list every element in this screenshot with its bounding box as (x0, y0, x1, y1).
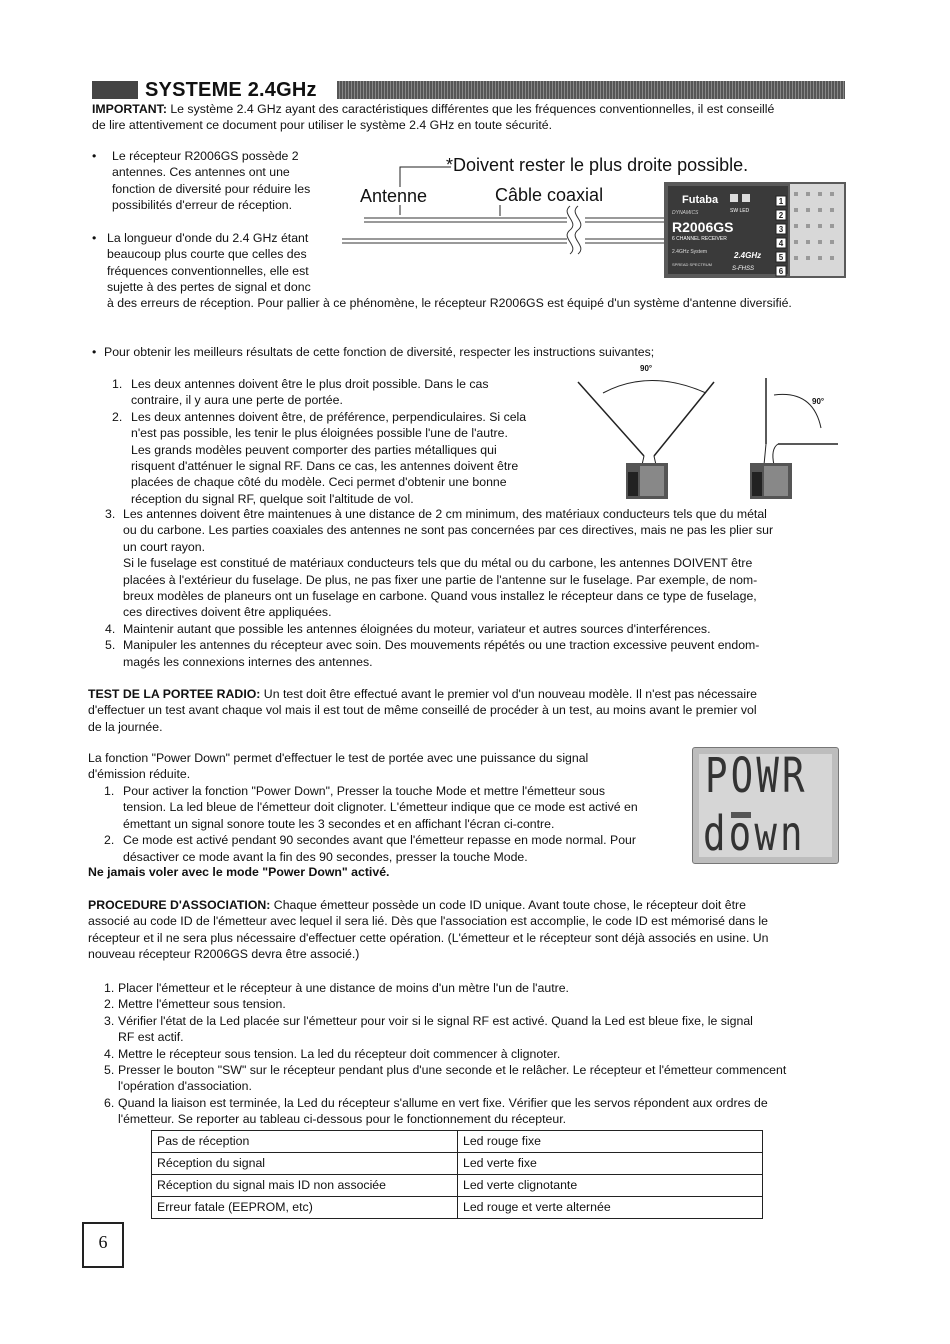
important-text-2: de lire attentivement ce document pour utiliser le système 2.4 GHz en toute sécurité. (92, 118, 552, 133)
angle-label-2: 90° (812, 397, 825, 406)
antenna-cables (342, 206, 665, 254)
list-line: tension. La led bleue de l'émetteur doit clignoter. L'émetteur indique que ce mode est activé en (123, 800, 638, 815)
association-line: associé au code ID de l'émetteur avec lequel il sera lié. Dès que l'association est accomplie, le code ID est mémorisé dans le (88, 914, 768, 929)
table-row (152, 1175, 763, 1197)
receiver-body (664, 182, 846, 278)
rx-channel-5: 5 (778, 253, 784, 262)
list-line: breux modèles de planeurs ont un fuselage en carbone. Quand vous installez le récepteur dans ce type de fuselage, (123, 589, 757, 604)
association-line: nouveau récepteur R2006GS devra être associé.) (88, 947, 360, 962)
rx-channel-1: 1 (778, 197, 784, 206)
list-line: Quand la liaison est terminée, la Led du récepteur s'allume en vert fixe. Vérifier que les servos répondent aux ordres de (118, 1095, 768, 1110)
list-line: ces directives doivent être appliquées. (123, 605, 332, 620)
bullet-diversity-instructions (92, 344, 852, 360)
bullet-line: possibilités d'erreur de réception. (112, 198, 293, 213)
list-line: émettant un signal sonore toute les 3 secondes et en affichant l'écran ci-contre. (123, 816, 555, 831)
bullet-dot: • (92, 231, 97, 245)
list-line: Les grands modèles peuvent comporter des parties métalliques qui (131, 442, 497, 457)
list-line: ou du carbone. Les parties coaxiales des antennes ne sont pas concernées par ces directives, mais ne pas les plier sur (123, 523, 774, 538)
list-item (104, 980, 839, 996)
list-line: placées à l'extérieur du fuselage. De plus, ne pas fixer une partie de l'antenne sur le fuselage. Par exemple, de nom- (123, 572, 758, 587)
list-number: 2. (112, 409, 123, 424)
page-title: SYSTEME 2.4GHz (145, 79, 317, 101)
bullet-wavelength-continued: à des erreurs de réception. Pour pallier à ce phénomène, le récepteur R2006GS est équipé d'un système d'antenne diversifié. (107, 296, 792, 310)
list-number: 6. (104, 1095, 115, 1110)
bullet-dot: • (92, 345, 97, 359)
rx-channel-6: 6 (778, 267, 784, 276)
list-line: RF est actif. (118, 1030, 184, 1045)
lcd-screen (692, 747, 839, 864)
table-cell-status: Réception du signal (152, 1153, 458, 1175)
bullet-line: La longueur d'onde du 2.4 GHz étant (107, 231, 309, 245)
list-line: Manipuler les antennes du récepteur avec soin. Des mouvements répétés ou une traction excessive peuvent endom- (123, 638, 760, 653)
list-item (104, 1062, 839, 1095)
list-line: risquent d'atténuer le signal RF. Dans ce cas, les antennes doivent être (131, 459, 519, 474)
list-number: 2. (104, 833, 115, 848)
list-item (105, 621, 842, 637)
lcd-top-text: POWR (705, 748, 808, 804)
list-item (104, 1046, 839, 1062)
power-down-line: d'émission réduite. (88, 767, 191, 782)
list-line: un court rayon. (123, 539, 206, 554)
list-number: 2. (104, 997, 115, 1012)
table-cell-led: Led rouge et verte alternée (458, 1197, 763, 1219)
bullet-line: Pour obtenir les meilleurs résultats de cette fonction de diversité, respecter les instructions suivantes; (104, 345, 655, 359)
note-leader-line (400, 167, 451, 187)
list-number: 1. (104, 784, 115, 798)
list-line: Placer l'émetteur et le récepteur à une distance de moins d'un mètre l'un de l'autre. (118, 981, 569, 995)
angle-label-1: 90° (640, 364, 653, 373)
power-down-warning: Ne jamais voler avec le mode "Power Down" activé. (88, 865, 390, 879)
bullet-diversity (92, 148, 340, 214)
list-line: Mettre l'émetteur sous tension. (118, 997, 286, 1012)
association-label: PROCEDURE D'ASSOCIATION: (88, 898, 271, 912)
list-item (104, 1013, 839, 1046)
table-cell-status: Réception du signal mais ID non associée (152, 1175, 458, 1197)
list-line: Presser le bouton "SW" sur le récepteur pendant plus d'une seconde et le relâcher. Le récepteur et l'émetteur commencent (118, 1063, 787, 1078)
range-test-line: de la journée. (88, 719, 163, 734)
bullet-line: Le récepteur R2006GS possède 2 (112, 149, 299, 163)
list-line: contraire, il y aura une perte de portée. (131, 393, 343, 408)
rx-fhss: S-FHSS (732, 266, 755, 272)
bullet-line: antennes. Ces antennes ont une (112, 165, 290, 180)
list-line: Pour activer la fonction "Power Down", Presser la touche Mode et mettre l'émetteur sous (123, 784, 605, 798)
page-number: 6 (98, 1232, 108, 1252)
list-line: Mettre le récepteur sous tension. La led du récepteur doit commencer à clignoter. (118, 1046, 561, 1061)
bullet-line: fréquences conventionnelles, elle est (107, 263, 309, 278)
range-test-line: d'effectuer un test avant chaque vol mais il est tout de même conseillé de procéder à un test, au moins avant le premier vol (88, 703, 757, 718)
important-text-1: Le système 2.4 GHz ayant des caractéristiques différentes que les fréquences conventionnelles, il est conseillé (166, 102, 775, 116)
list-line: réception du signal RF, quelque soit l'altitude de vol. (131, 491, 414, 506)
antenna-right-1 (654, 382, 714, 456)
rx-subtitle: 6 CHANNEL RECEIVER (672, 236, 727, 242)
table-cell-led: Led verte clignotante (458, 1175, 763, 1197)
list-line: l'émetteur. Se reporter au tableau ci-dessous pour le fonctionnement du récepteur. (118, 1112, 567, 1127)
bullet-line: fonction de diversité pour réduire les (112, 181, 311, 196)
list-number: 3. (105, 507, 116, 521)
list-number: 4. (104, 1046, 115, 1061)
rx-dynamics: DYNAMICS (672, 210, 699, 216)
list-item (112, 409, 567, 507)
list-line: Les deux antennes doivent être, de préférence, perpendiculaires. Si cela (131, 409, 527, 424)
bullet-wavelength (92, 230, 342, 296)
list-line: Maintenir autant que possible les antennes éloignées du moteur, variateur et autres sources d'interférences. (123, 621, 711, 636)
antenna-orientation-diagram (568, 360, 844, 502)
list-line: désactiver ce mode avant la fin des 90 secondes, presser la touche Mode. (123, 849, 528, 864)
rx-sw-led: SW LED (730, 208, 750, 214)
rx-channel-2: 2 (778, 211, 784, 220)
table-row (152, 1131, 763, 1153)
bullet-line: beaucoup plus courte que celles des (107, 247, 307, 262)
list-item (104, 1095, 839, 1128)
list-item (104, 783, 684, 832)
receiver-antenna-diagram (330, 148, 846, 283)
list-line: Si le fuselage est constitué de matériaux conducteurs tels que du métal ou du carbone, les antennes DOIVENT être (123, 556, 753, 571)
power-down-steps (104, 783, 684, 865)
list-number: 5. (105, 638, 116, 653)
table-row (152, 1197, 763, 1219)
list-number: 1. (104, 981, 115, 995)
list-line: Les antennes doivent être maintenues à une distance de 2 cm minimum, des matériaux conducteurs tels que du métal (123, 507, 767, 521)
power-down-line: La fonction "Power Down" permet d'effectuer le test de portée avec une puissance du signal (88, 751, 589, 765)
table-cell-led: Led rouge fixe (458, 1131, 763, 1153)
list-number: 1. (112, 377, 123, 391)
section-title-bar (92, 78, 845, 102)
association-steps (104, 980, 839, 1128)
table-cell-status: Pas de réception (152, 1131, 458, 1153)
title-bar-right-block (337, 81, 845, 99)
antenna-instructions-narrow (112, 376, 567, 507)
list-item (112, 376, 567, 409)
list-line: Ce mode est activé pendant 90 secondes avant que l'émetteur repasse en mode normal. Pour (123, 833, 636, 848)
rx-spread: SPREAD SPECTRUM (672, 262, 713, 267)
coax-label: Câble coaxial (495, 185, 604, 205)
association-paragraph (88, 897, 836, 963)
led-status-table (151, 1130, 763, 1219)
antenna-label: Antenne (360, 186, 428, 206)
list-item (104, 832, 684, 865)
rx-channel-3: 3 (778, 225, 784, 234)
list-line: Les deux antennes doivent être le plus droit possible. Dans le cas (131, 377, 489, 391)
list-line: magés les connexions internes des antennes. (123, 654, 373, 669)
rx-ghz: 2.4GHz (734, 251, 762, 260)
list-item (105, 506, 842, 621)
rx-model: R2006GS (672, 219, 734, 235)
association-line: récepteur et il ne sera plus nécessaire d'effectuer cette opération. (L'émetteur et le récepteur sont déjà associés en usine. Un (88, 930, 769, 945)
list-number: 5. (104, 1063, 115, 1078)
list-number: 4. (105, 621, 116, 636)
list-number: 3. (104, 1013, 115, 1028)
important-label: IMPORTANT: (92, 102, 167, 116)
rx-system: 2.4GHz System (672, 249, 708, 255)
table-cell-status: Erreur fatale (EEPROM, etc) (152, 1197, 458, 1219)
range-test-label: TEST DE LA PORTEE RADIO: (88, 687, 261, 701)
table-row (152, 1153, 763, 1175)
rx-channel-4: 4 (778, 239, 784, 248)
association-text: Chaque émetteur possède un code ID unique. Avant toute chose, le récepteur doit être (270, 898, 746, 912)
rx-brand: Futaba (682, 194, 719, 206)
table-cell-led: Led verte fixe (458, 1153, 763, 1175)
antenna-left-1 (578, 382, 644, 456)
angle-arc-1 (603, 381, 706, 394)
list-line: n'est pas possible, les tenir le plus éloignées possible l'une de l'autre. (131, 426, 508, 441)
range-test-paragraph (88, 686, 843, 735)
important-paragraph (92, 101, 847, 134)
range-test-text: Un test doit être effectué avant le premier vol d'un nouveau modèle. Il n'est pas nécessaire (260, 687, 758, 701)
antenna-instructions-wide (105, 506, 842, 670)
bullet-dot: • (92, 149, 97, 163)
bullet-line: sujette à des pertes de signal et donc (107, 280, 311, 295)
page-number-box (82, 1222, 124, 1268)
title-bar-left-block (92, 81, 138, 99)
power-down-intro (88, 750, 684, 783)
list-line: Vérifier l'état de la Led placée sur l'émetteur pour voir si le signal RF est activé. Quand la Led est bleue fixe, le signal (118, 1013, 753, 1028)
list-line: l'opération d'association. (118, 1079, 252, 1094)
list-item (104, 996, 839, 1012)
list-line: placées de chaque côté du modèle. Ceci permet d'obtenir une bonne (131, 475, 507, 490)
list-item (105, 637, 842, 670)
straight-note: *Doivent rester le plus droite possible. (446, 155, 749, 175)
lcd-bottom-text: down (703, 806, 806, 862)
